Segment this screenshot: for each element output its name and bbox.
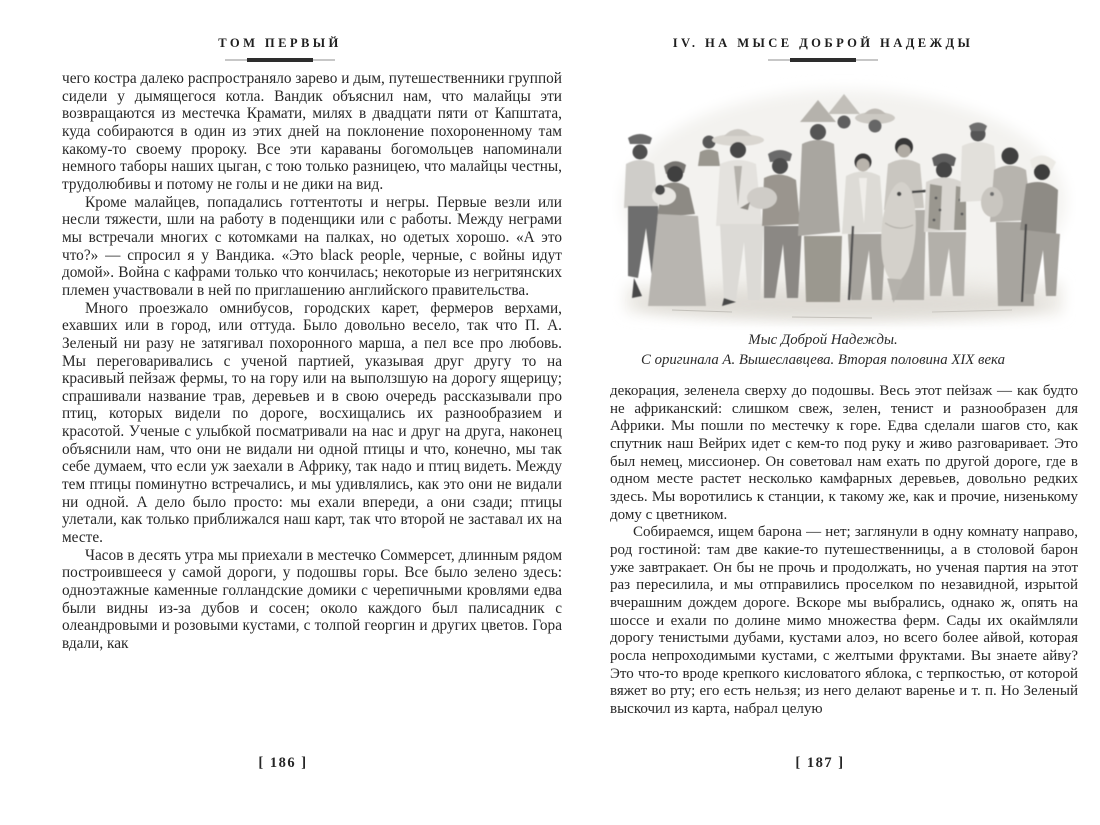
illustration-caption — [589, 331, 1057, 370]
book-page-right — [610, 0, 1078, 825]
paragraph: Часов в десять утра мы приехали в местечко Соммерсет, длинным рядом построившееся у самой дороги, у подошвы горы. Все было зелено здесь: одноэтажные каменные голландские домики с черепичными кровлями едва были видны из-за дубов и сосен; около каждого был палисадник с олеандровыми и розовыми кустами, с толпой георгин и других цветов. Гора вдали, как — [62, 546, 562, 652]
body-text-left — [62, 70, 562, 653]
paragraph: Кроме малайцев, попадались готтентоты и негры. Первые везли или несли тяжести, шли на работу в поденщики или с работы. Между неграми мы встречали многих с котомками на палках, но одетых хорошо. «А это что?» — спросил я у Вандика. «Это black people, черные, с войны идут домой». Война с кафрами только что кончилась; некоторые из негритянских племен участвовали в ней по приглашению английского правительства. — [62, 193, 562, 299]
page-number-right: [ 187 ] — [795, 755, 845, 771]
page-number-left: [ 186 ] — [258, 755, 308, 771]
book-page-left — [62, 0, 562, 825]
body-text-right — [610, 383, 1078, 718]
paragraph: чего костра далеко распространяло зарево и дым, путешественники группой сидели у дымящегося котла. Вандик объяснил нам, что малайцы эти возвращаются из местечка Крамати, милях в двадцати пяти от Капштата, куда собираются в один из этих дней на поклонение похороненному там какому-то своему пророку. Все эти караваны богомольцев напоминали немного таборы наших цыган, с тою только разницею, что малайцы честны, трудолюбивы и потому не голы и не дики на вид. — [62, 70, 562, 193]
running-head-left: ТОМ ПЕРВЫЙ — [218, 36, 342, 50]
caption-line-2: С оригинала А. Вышеславцева. Вторая половина XIX века — [641, 351, 1005, 368]
paragraph: Много проезжало омнибусов, городских карет, фермеров верхами, ехавших или в город, или оттуда. Было довольно весело, так что П. А. Зеленый ни разу не затягивал похоронного марша, а пел все про любовь. Мы переговаривались с ученой партией, указывая друг другу то на красивый пейзаж фермы, то на гору или на выползшую на дорогу ящерицу; спрашивали название трав, деревьев и в свою очередь рассказывали про птиц, которых видели по дороге, восхищались их разнообразием и красотой. Ученые с улыбкой посматривали на нас и друг на друга, наконец объяснили нам, что они не видали ни одной птицы и что, конечно, мы так себе думаем, что если уж заехали в Африку, так надо и птиц видеть. Между тем птицы поминутно встречались, и мы удивлялись, как это они не видали ни одной. А дело было просто: мы ехали впереди, а они сзади; птицы улетали, как только приближался наш карт, так что второй не заставал их на месте. — [62, 299, 562, 547]
running-head-right: IV. НА МЫСЕ ДОБРОЙ НАДЕЖДЫ — [672, 36, 974, 50]
paragraph: Собираемся, ищем барона — нет; заглянули в одну комнату направо, род гостиной: там две какие-то путешественницы, а в столовой барон уже завтракает. Он бы не прочь и продолжать, но ученая партия на этот раз пересилила, и мы отправились проселком по незавидной, изрытой вчерашним дождем дороге. Вскоре мы выбрались, однако ж, опять на шоссе и ехали по долине мимо множества ферм. Сады их окаймляли дорогу тенистыми дубами, кустами алоэ, но всего более айвой, которая росла непроходимыми кустами, с желтыми фруктами. Вы знаете айву? Это что-то вроде крепкого кисловатого яблока, с терпкостью, от которой вяжет во рту; его есть нельзя; из него делают варенье и т. п. Но Зеленый выскочил из карта, набрал целую — [610, 524, 1078, 717]
header-rule-left — [225, 59, 335, 61]
engraving-cape-of-good-hope — [612, 74, 1076, 330]
header-rule-right — [768, 59, 878, 61]
caption-line-1: Мыс Доброй Надежды. — [748, 332, 898, 348]
paragraph: декорация, зеленела сверху до подошвы. Весь этот пейзаж — как будто не африканский: слишком свеж, зелен, тенист и разнообразен для Африки. Мы пошли по местечку к горе. Едва сделали шагов сто, как спутник наш Вейрих идет с кем-то под руку и живо разговаривает. Это был немец, миссионер. Он советовал нам ехать по другой дороге, где в одном месте растет несколько камфарных деревьев, довольно редких здесь. Мы воротились к станции, к такому же, как и прочие, низенькому дому с цветником. — [610, 383, 1078, 523]
